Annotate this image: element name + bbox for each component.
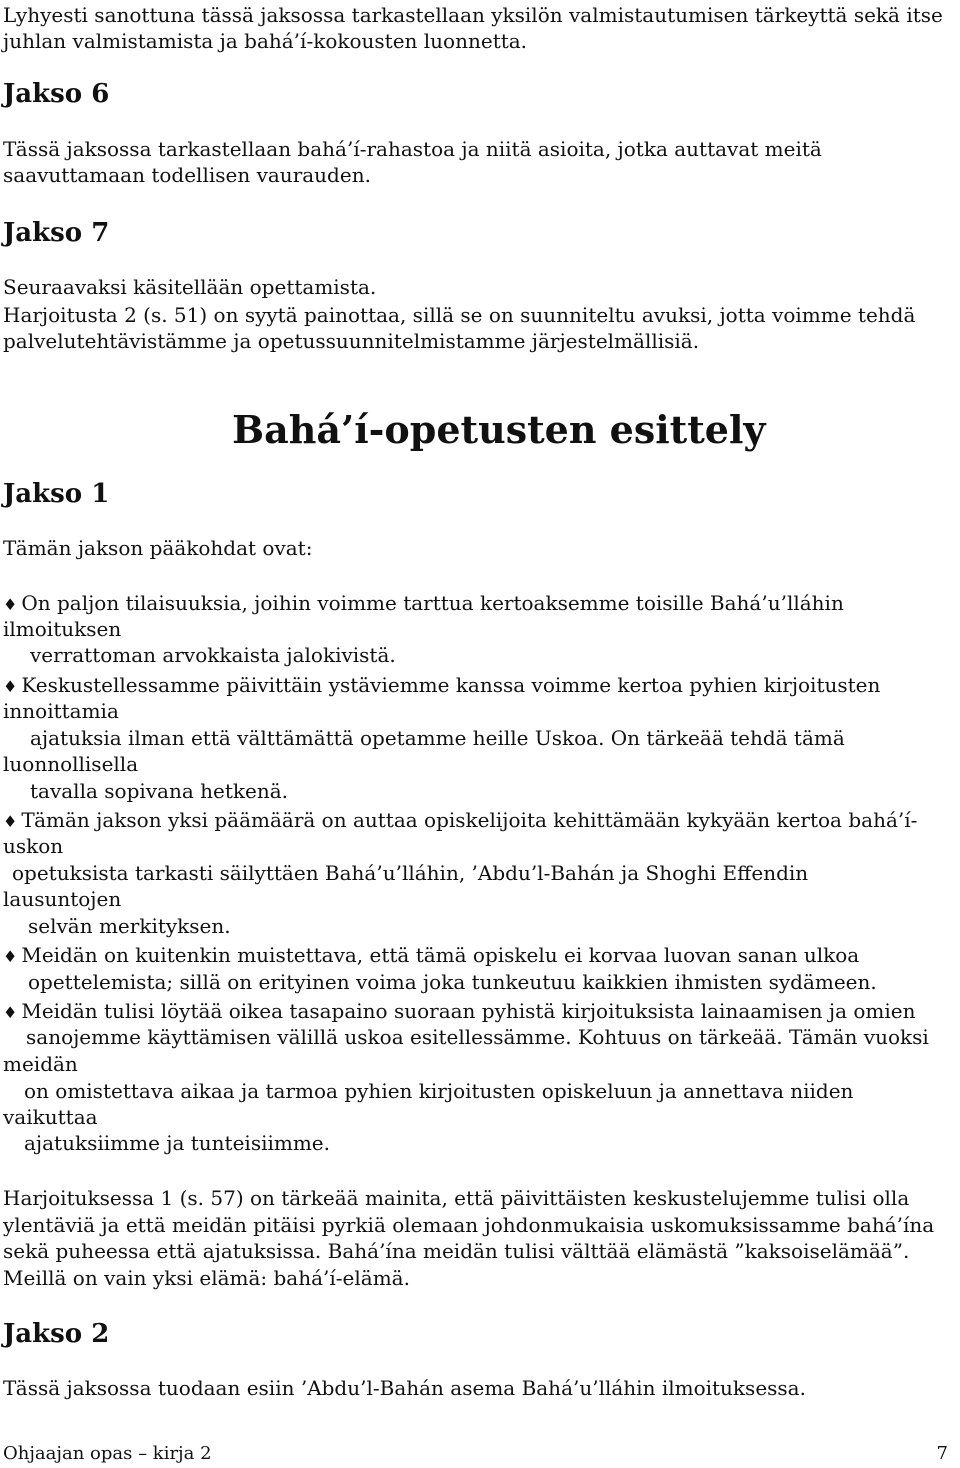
jakso1-intro: Tämän jakson pääkohdat ovat: bbox=[3, 536, 313, 560]
para-line-2: ylentäviä ja että meidän pitäisi pyrkiä olemaan johdonmukaisia uskomuksissamme bahá’ína bbox=[3, 1213, 935, 1237]
jakso6-line-1: Tässä jaksossa tarkastellaan bahá’í-rahastoa ja niitä asioita, jotka auttavat meitä bbox=[3, 137, 822, 161]
diamond-bullet-icon: ♦ bbox=[3, 677, 18, 696]
book-title: Bahá’í-opetusten esittely bbox=[232, 407, 766, 452]
diamond-bullet-icon: ♦ bbox=[3, 812, 18, 831]
section-heading-jakso-7: Jakso 7 bbox=[3, 218, 110, 248]
bullet-4-line-2: opettelemista; sillä on erityinen voima joka tunkeutuu kaikkien ihmisten sydämeen. bbox=[28, 970, 877, 994]
jakso2-line-1: Tässä jaksossa tuodaan esiin ’Abdu’l-Bahán asema Bahá’u’lláhin ilmoituksessa. bbox=[3, 1376, 806, 1400]
bullet-item-4 bbox=[3, 942, 859, 970]
bullet-5-line-4: on omistettava aikaa ja tarmoa pyhien kirjoitusten opiskeluun ja annettava niiden bbox=[24, 1079, 854, 1103]
bullet-3-line-5: selvän merkityksen. bbox=[28, 914, 231, 938]
footer-title: Ohjaajan opas – kirja 2 bbox=[3, 1443, 212, 1464]
bullet-5-line-6: ajatuksiimme ja tunteisiimme. bbox=[24, 1131, 330, 1155]
diamond-bullet-icon: ♦ bbox=[3, 947, 18, 966]
bullet-5-line-5: vaikuttaa bbox=[3, 1105, 98, 1129]
bullet-text: Tämän jakson yksi päämäärä on auttaa opiskelijoita kehittämään kykyään kertoa bahá’í- bbox=[21, 808, 918, 832]
jakso7-line-2: Harjoitusta 2 (s. 51) on syytä painottaa, sillä se on suunniteltu avuksi, jotta voimme tehdä bbox=[3, 303, 916, 327]
jakso7-line-3: palvelutehtävistämme ja opetussuunnitelmistamme järjestelmällisiä. bbox=[3, 329, 700, 353]
bullet-1-line-3: verrattoman arvokkaista jalokivistä. bbox=[30, 643, 396, 667]
bullet-2-line-4: luonnollisella bbox=[3, 752, 139, 776]
bullet-item-1 bbox=[3, 590, 844, 618]
section-heading-jakso-1: Jakso 1 bbox=[3, 479, 110, 509]
para-line-1: Harjoituksessa 1 (s. 57) on tärkeää mainita, että päivittäisten keskustelujemme tulisi olla bbox=[3, 1186, 910, 1210]
bullet-5-line-3: meidän bbox=[3, 1052, 78, 1076]
bullet-3-line-3: opetuksista tarkasti säilyttäen Bahá’u’lláhin, ’Abdu’l-Bahán ja Shoghi Effendin bbox=[12, 861, 809, 885]
bullet-5-line-2: sanojemme käyttämisen välillä uskoa esitellessämme. Kohtuus on tärkeää. Tämän vuoksi bbox=[26, 1025, 929, 1049]
para-line-4: Meillä on vain yksi elämä: bahá’í-elämä. bbox=[3, 1266, 410, 1290]
intro-line-2: juhlan valmistamista ja bahá’í-kokousten luonnetta. bbox=[3, 29, 528, 53]
jakso6-line-2: saavuttamaan todellisen vaurauden. bbox=[3, 163, 371, 187]
bullet-2-line-5: tavalla sopivana hetkenä. bbox=[30, 779, 289, 803]
section-heading-jakso-6: Jakso 6 bbox=[3, 79, 110, 109]
bullet-text: On paljon tilaisuuksia, joihin voimme tarttua kertoaksemme toisille Bahá’u’lláhin bbox=[21, 591, 844, 615]
bullet-2-line-2: innoittamia bbox=[3, 699, 119, 723]
bullet-text: Meidän on kuitenkin muistettava, että tämä opiskelu ei korvaa luovan sanan ulkoa bbox=[21, 943, 860, 967]
section-heading-jakso-2: Jakso 2 bbox=[3, 1319, 110, 1349]
bullet-text: Meidän tulisi löytää oikea tasapaino suoraan pyhistä kirjoituksista lainaamisen ja omien bbox=[21, 999, 916, 1023]
intro-line-1: Lyhyesti sanottuna tässä jaksossa tarkastellaan yksilön valmistautumisen tärkeyttä sekä itse bbox=[3, 3, 943, 27]
bullet-text: Keskustellessamme päivittäin ystäviemme kanssa voimme kertoa pyhien kirjoitusten bbox=[21, 673, 881, 697]
bullet-item-5 bbox=[3, 998, 915, 1026]
bullet-2-line-3: ajatuksia ilman että välttämättä opetamme heille Uskoa. On tärkeää tehdä tämä bbox=[30, 726, 845, 750]
bullet-item-3 bbox=[3, 807, 917, 835]
jakso7-line-1: Seuraavaksi käsitellään opettamista. bbox=[3, 275, 377, 299]
bullet-3-line-2: uskon bbox=[3, 834, 64, 858]
bullet-3-line-4: lausuntojen bbox=[3, 887, 122, 911]
bullet-1-line-2: ilmoituksen bbox=[3, 617, 122, 641]
para-line-3: sekä puheessa että ajatuksissa. Bahá’ína meidän tulisi välttää elämästä ”kaksoiselämää”. bbox=[3, 1239, 910, 1263]
page-number: 7 bbox=[936, 1443, 948, 1464]
diamond-bullet-icon: ♦ bbox=[3, 595, 18, 614]
diamond-bullet-icon: ♦ bbox=[3, 1003, 18, 1022]
bullet-item-2 bbox=[3, 672, 880, 700]
